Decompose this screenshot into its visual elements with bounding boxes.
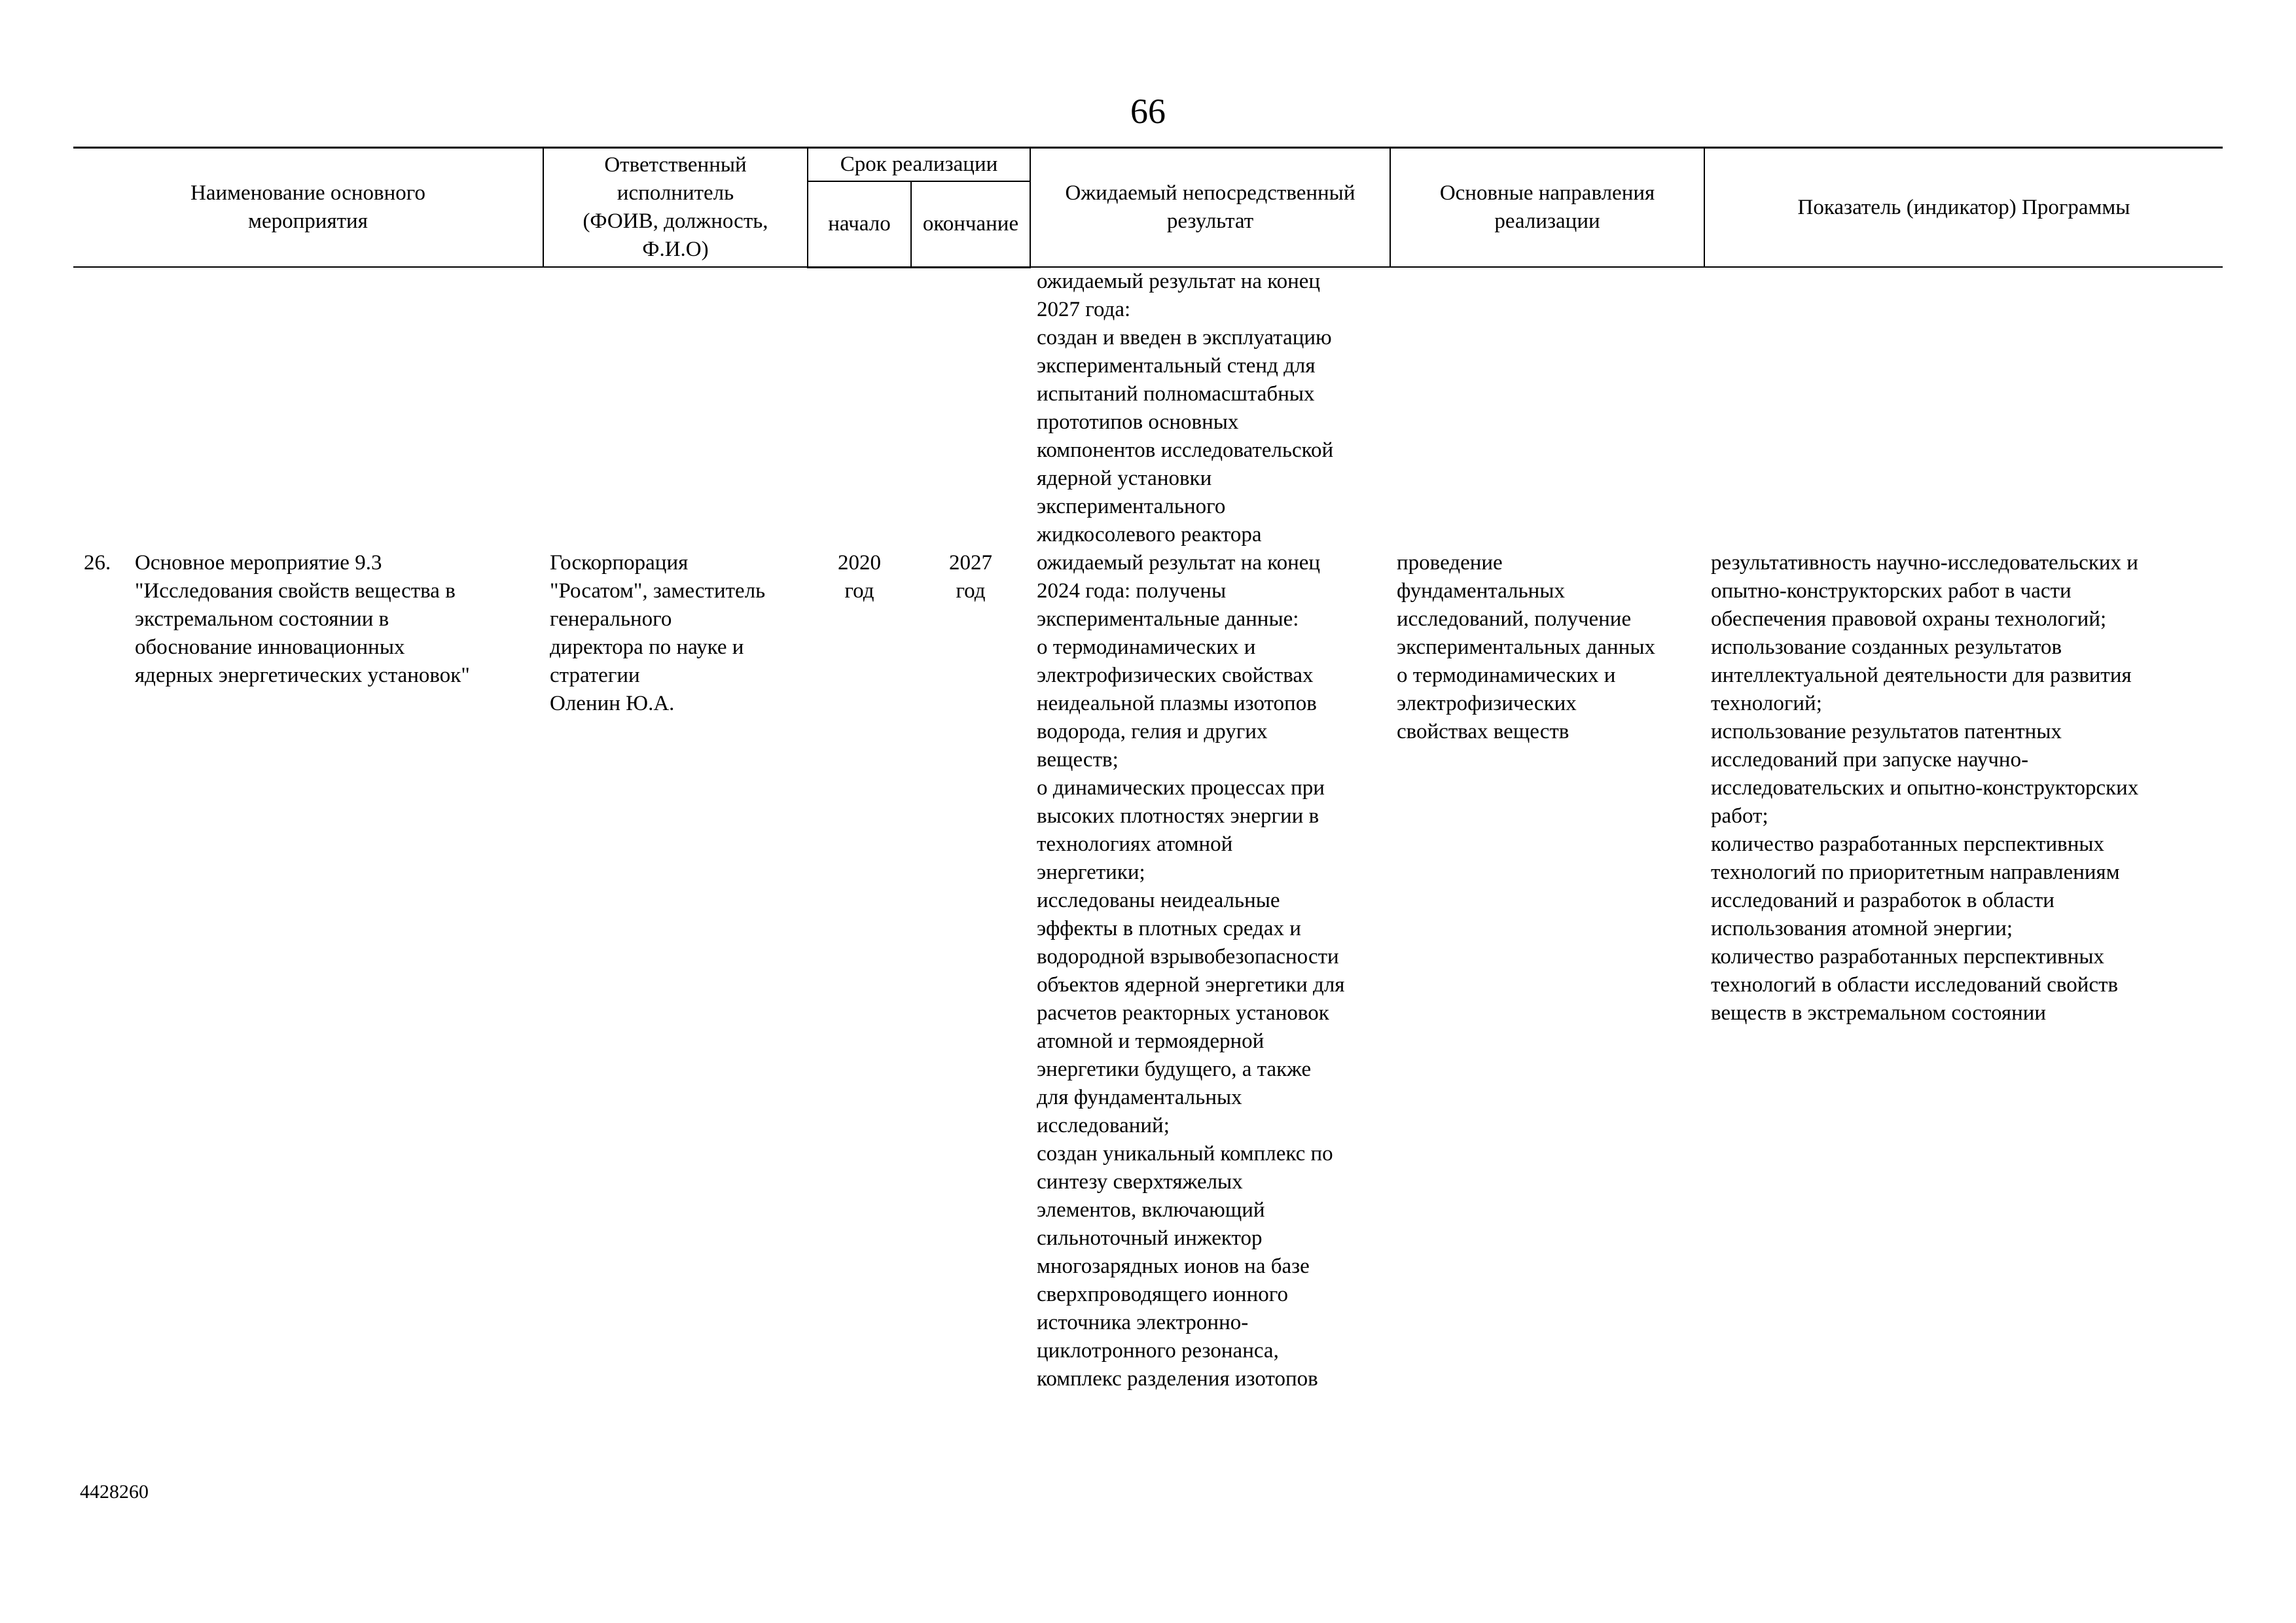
- header-name: Наименование основного мероприятия: [73, 148, 543, 268]
- cell-empty: [73, 267, 128, 549]
- cell-empty: [128, 267, 543, 549]
- cell-indicator: результативность научно-исследовательских и опытно-конструкторских работ в части обеспечения правовой охраны технологий; использование созданных результатов интеллектуальной деятельности для развития технологий; использование результатов патентных исследований при запуске научно- исследовательских и опытно-конструкторских работ; количество разработанных перспективных технологий по приоритетным направлениям исследований и разработок в области использования атомной энергии; количество разработанных перспективных технологий в области исследований свойств веществ в экстремальном состоянии: [1711, 551, 2139, 1025]
- cell-continuation-result: ожидаемый результат на конец 2027 года: создан и введен в эксплуатацию экспериментальный стенд для испытаний полномасштабных прототипов основных компонентов исследовательской ядерной установки экспериментального жидкосолевого реактора: [1037, 270, 1334, 546]
- cell-empty: [543, 267, 808, 549]
- cell-end-year: 2027 год: [949, 551, 992, 603]
- header-indicator: Показатель (индикатор) Программы: [1704, 148, 2223, 268]
- cell-start-year: 2020 год: [838, 551, 881, 603]
- header-responsible: Ответственный исполнитель (ФОИВ, должность, Ф.И.О): [543, 148, 808, 268]
- measures-table: [73, 147, 2223, 1393]
- document-code: 4428260: [80, 1481, 149, 1503]
- cell-responsible: Госкорпорация "Росатом", заместитель генерального директора по науке и стратегии Оленин Ю.А.: [550, 551, 766, 715]
- cell-empty: [1390, 267, 1704, 549]
- header-start: начало: [808, 181, 911, 267]
- cell-empty: [1704, 267, 2223, 549]
- header-result: Ожидаемый непосредственный результат: [1030, 148, 1390, 268]
- header-directions: Основные направления реализации: [1390, 148, 1704, 268]
- cell-empty: [808, 267, 911, 549]
- cell-directions: проведение фундаментальных исследований, получение экспериментальных данных о термодинамических и электрофизических свойствах веществ: [1397, 551, 1655, 743]
- header-end: окончание: [911, 181, 1030, 267]
- table-header: [73, 148, 2223, 268]
- page-number: 66: [1130, 92, 1166, 131]
- measures-table-container: [73, 147, 2223, 1393]
- cell-empty: [911, 267, 1030, 549]
- cell-measure-name: Основное мероприятие 9.3 "Исследования свойств вещества в экстремальном состоянии в обоснование инновационных ядерных энергетических установок": [135, 551, 470, 687]
- header-term: Срок реализации: [808, 148, 1030, 182]
- cell-row-number: 26.: [84, 551, 111, 575]
- cell-expected-result: ожидаемый результат на конец 2024 года: получены экспериментальные данные: о термодинамических и электрофизических свойствах неидеальной плазмы изотопов водорода, гелия и других веществ; о динамических процессах при высоких плотностях энергии в технологиях атомной энергетики; исследованы неидеальные эффекты в плотных средах и водородной взрывобезопасности объектов ядерной энергетики для расчетов реакторных установок атомной и термоядерной энергетики будущего, а также для фундаментальных исследований; создан уникальный комплекс по синтезу сверхтяжелых элементов, включающий сильноточный инжектор многозарядных ионов на базе сверхпроводящего ионного источника электронно- циклотронного резонанса, комплекс разделения изотопов: [1037, 551, 1345, 1391]
- table-row-continuation: [73, 267, 2223, 549]
- table-row-26: [73, 549, 2223, 1393]
